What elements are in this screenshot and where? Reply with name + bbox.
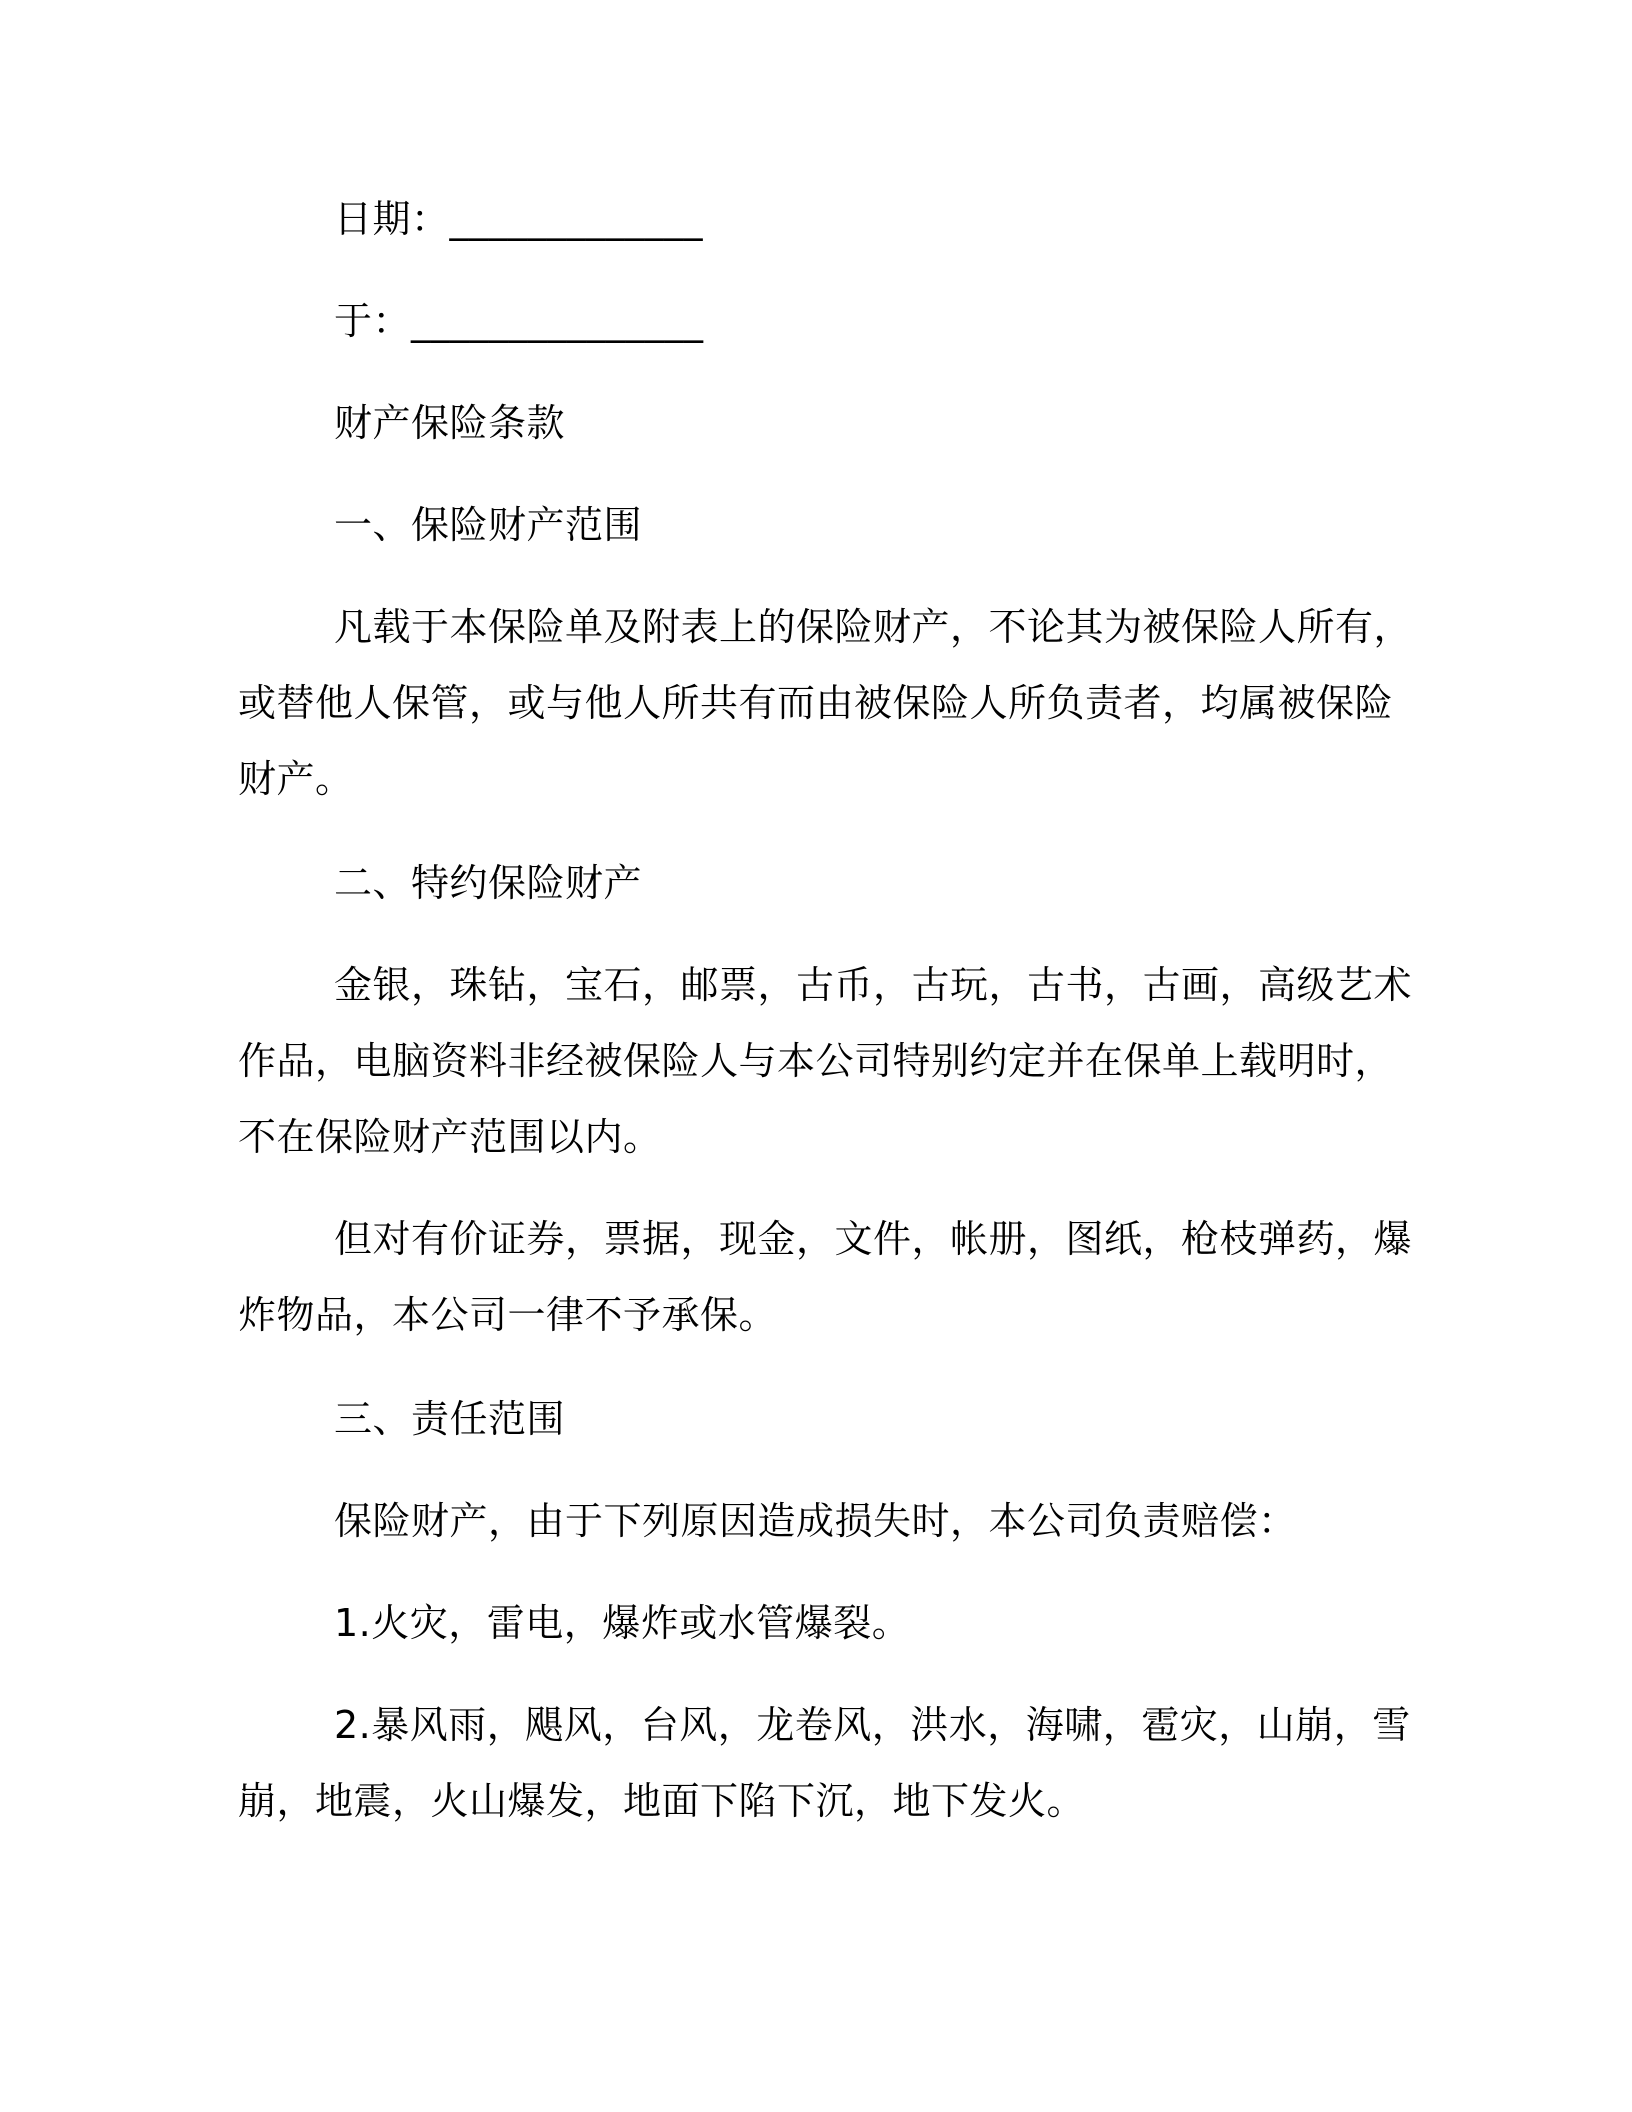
section1-heading: 一、保险财产范围: [334, 503, 643, 547]
date-line: [334, 196, 703, 242]
to-line: [334, 298, 704, 344]
date-label: 日期：: [334, 197, 450, 241]
date-blank: _____________: [449, 197, 704, 241]
section3-item1: 1.火灾，雷电，爆炸或水管爆裂。: [334, 1601, 911, 1645]
to-blank: _______________: [411, 299, 704, 343]
section2-para2-line: 炸物品，本公司一律不予承保。: [238, 1293, 778, 1337]
section2-para2-line: 但对有价证券，票据，现金，文件，帐册，图纸，枪枝弹药，爆: [334, 1217, 1413, 1261]
section2-para1-line: 作品，电脑资料非经被保险人与本公司特别约定并在保单上载明时，: [238, 1039, 1394, 1083]
section1-para-line: 凡载于本保险单及附表上的保险财产，不论其为被保险人所有，: [334, 605, 1413, 649]
to-label: 于：: [334, 299, 412, 343]
section2-para1-line: 金银，珠钻，宝石，邮票，古币，古玩，古书，古画，高级艺术: [334, 963, 1413, 1007]
section3-item2-line: 崩，地震，火山爆发，地面下陷下沉，地下发火。: [238, 1779, 1086, 1823]
section1-para-line: 财产。: [238, 757, 354, 801]
document-title: 财产保险条款: [334, 401, 566, 445]
section3-heading: 三、责任范围: [334, 1397, 566, 1441]
section2-para1-line: 不在保险财产范围以内。: [238, 1115, 662, 1159]
section3-item2-line: 2.暴风雨，飓风，台风，龙卷风，洪水，海啸，雹灾，山崩，雪: [334, 1703, 1411, 1747]
section2-heading: 二、特约保险财产: [334, 861, 643, 905]
section3-intro: 保险财产，由于下列原因造成损失时，本公司负责赔偿：: [334, 1499, 1297, 1543]
section1-para-line: 或替他人保管，或与他人所共有而由被保险人所负责者，均属被保险: [238, 681, 1394, 725]
